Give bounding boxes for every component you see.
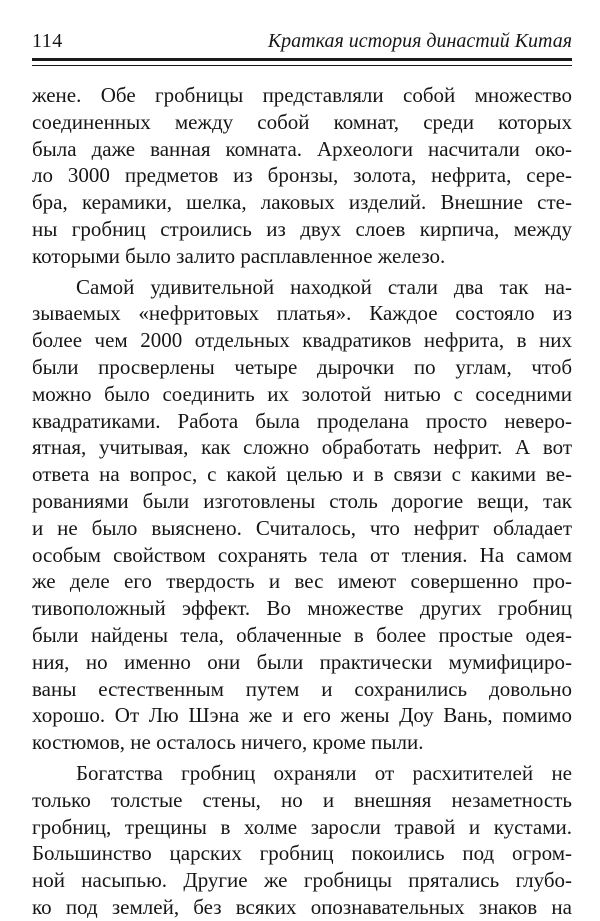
paragraph-2 bbox=[32, 274, 572, 756]
text-line: зываемых «нефритовых платья». Каждое состояло из bbox=[32, 301, 572, 326]
text-line: более чем 2000 отдельных квадратиков нефрита, в них bbox=[32, 328, 572, 353]
text-line: ко под землей, без всяких опознавательных знаков на bbox=[32, 894, 572, 919]
text-line: ной насыпью. Другие же гробницы прятались глубо- bbox=[32, 868, 572, 893]
text-line: особым свойством сохранять тела от тления. На самом bbox=[32, 542, 572, 567]
text-line: Большинство царских гробниц покоились под огром- bbox=[32, 841, 572, 866]
text-line: бра, керамики, шелка, лаковых изделий. Внешние сте- bbox=[32, 190, 572, 215]
body-text bbox=[32, 82, 572, 921]
page-number: 114 bbox=[32, 30, 63, 52]
text-line: были просверлены четыре дырочки по углам, чтоб bbox=[32, 354, 572, 379]
header-rule-thick bbox=[32, 58, 572, 61]
text-line: тивоположный эффект. Во множестве других гробниц bbox=[32, 596, 572, 621]
text-line: соединенных между собой комнат, среди которых bbox=[32, 109, 572, 134]
text-line: же деле его твердость и вес имеют совершенно про- bbox=[32, 569, 572, 594]
text-line: квадратиками. Работа была проделана просто неверо- bbox=[32, 408, 572, 433]
text-line: ятная, учитывая, как сложно обработать нефрит. А вот bbox=[32, 435, 572, 460]
paragraph-3 bbox=[32, 760, 572, 921]
page-header bbox=[32, 30, 572, 56]
text-line: Самой удивительной находкой стали два так на- bbox=[76, 274, 572, 299]
text-line: рованиями были изготовлены столь дорогие вещи, так bbox=[32, 488, 572, 513]
text-line: только толстые стены, но и внешняя незаметность bbox=[32, 787, 572, 812]
paragraph-1 bbox=[32, 82, 572, 270]
text-line: хорошо. От Лю Шэна же и его жены Доу Вань, помимо bbox=[32, 703, 572, 728]
text-line: была даже ванная комната. Археологи насчитали око- bbox=[32, 136, 572, 161]
text-line: были найдены тела, облаченные в более простые одея- bbox=[32, 622, 572, 647]
text-line: жене. Обе гробницы представляли собой множество bbox=[32, 83, 572, 107]
header-rule-thin bbox=[32, 65, 572, 66]
text-line: ответа на вопрос, с какой целью и в связи с какими ве- bbox=[32, 462, 572, 487]
text-line: которыми было залито расплавленное железо. bbox=[32, 243, 446, 268]
text-line: костюмов, не осталось ничего, кроме пыли. bbox=[32, 730, 424, 755]
text-line: ло 3000 предметов из бронзы, золота, нефрита, сере- bbox=[32, 163, 572, 188]
text-line: Богатства гробниц охраняли от расхитителей не bbox=[76, 760, 572, 785]
text-line: можно было соединить их золотой нитью с соседними bbox=[32, 381, 572, 406]
text-line: ны гробниц строились из двух слоев кирпича, между bbox=[32, 216, 572, 241]
text-line: и не было выяснено. Считалось, что нефрит обладает bbox=[32, 515, 572, 540]
text-line: ваны естественным путем и сохранились довольно bbox=[32, 676, 572, 701]
text-line: ния, но именно они были практически мумифициро- bbox=[32, 649, 572, 674]
running-title: Краткая история династий Китая bbox=[267, 30, 572, 52]
text-line: гробниц, трещины в холме заросли травой и кустами. bbox=[32, 814, 572, 839]
